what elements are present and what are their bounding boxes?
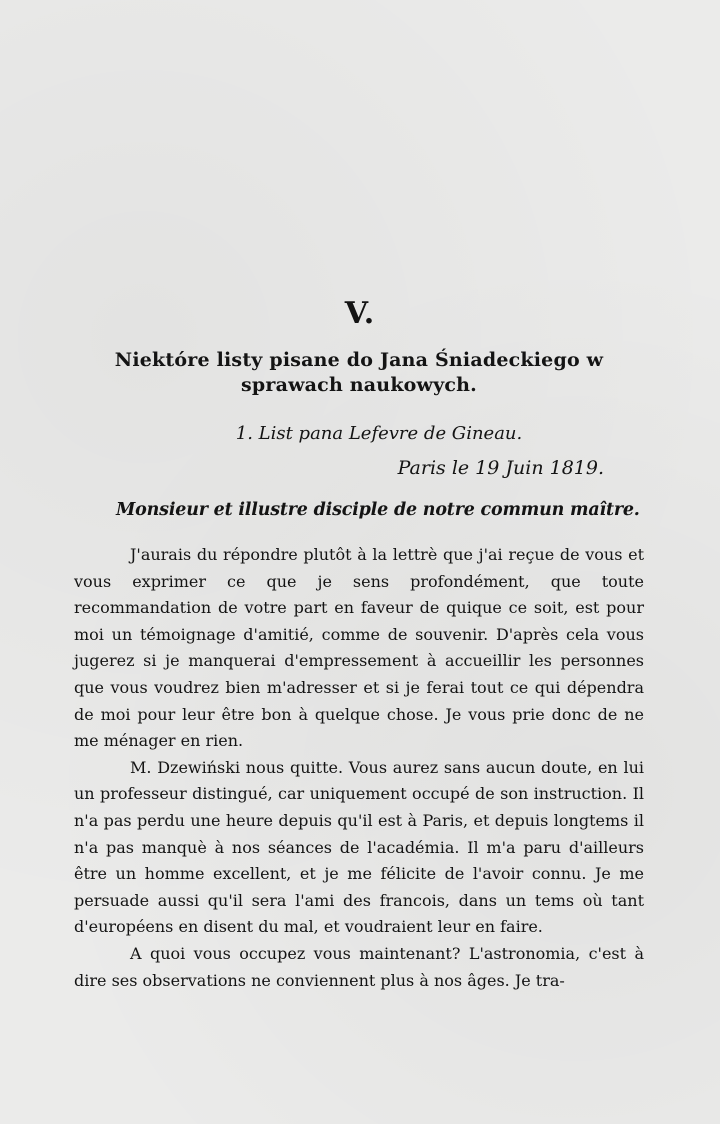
- body-paragraph: M. Dzewiński nous quitte. Vous aurez sans aucun doute, en lui un professeur distingué, car uniquement occupé de son instruction. Il n'a pas perdu une heure depuis qu'il est à Paris, et depuis longtems il n'a pas manquè à nos séances de l'académia. Il m'a paru d'ailleurs être un homme excellent, et je me félicite de l'avoir connu. Je me persuade aussi qu'il sera l'ami des francois, dans un tems où tant d'européens en disent du mal, et voudraient leur en faire.: [74, 757, 644, 937]
- body-paragraph: J'aurais du répondre plutôt à la lettrè que j'ai reçue de vous et vous exprimer ce que je sens profondément, que toute recommandation de votre part en faveur de quique ce soit, est pour moi un témoignage d'amitié, comme de souvenir. D'après cela vous jugerez si je manquerai d'empressement à accueillir les personnes que vous voudrez bien m'adresser et si je ferai tout ce qui dépendra de moi pour leur être bon à quelque chose. Je vous prie donc de ne me ménager en rien.: [74, 545, 644, 751]
- chapter-number: V.: [344, 296, 376, 331]
- letter-salutation: Monsieur et illustre disciple de notre commun maître.: [116, 500, 640, 520]
- letter-body: [74, 542, 644, 994]
- letter-dateline: Paris le 19 Juin 1819.: [397, 457, 604, 479]
- letter-heading: 1. List pana Lefevre de Gineau.: [235, 423, 523, 444]
- body-paragraph: A quoi vous occupez vous maintenant? L'astronomia, c'est à dire ses observations ne conviennent plus à nos âges. Je tra-: [74, 943, 644, 990]
- chapter-title: Niektóre listy pisane do Jana Śniadeckiego w sprawach naukowych.: [114, 349, 604, 396]
